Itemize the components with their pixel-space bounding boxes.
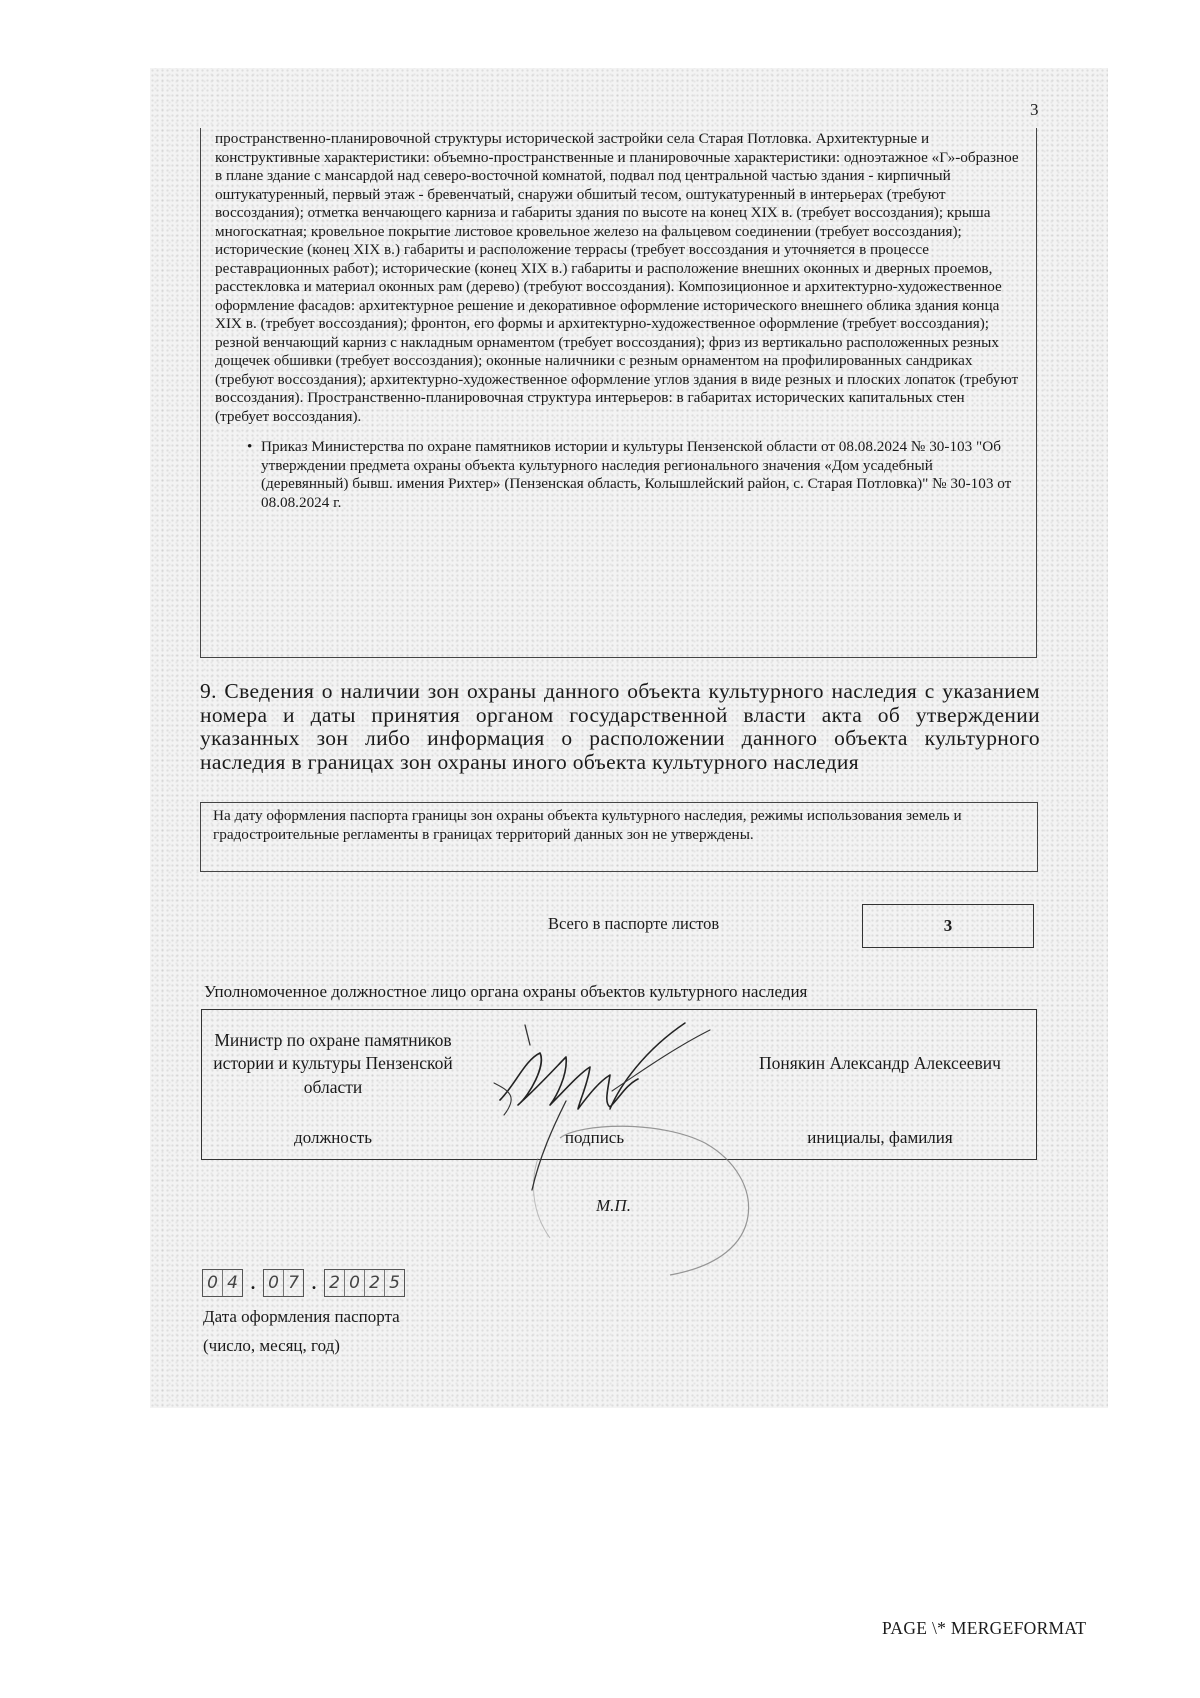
signature-icon	[470, 1005, 750, 1195]
date-digit: 0	[264, 1270, 284, 1296]
order-list	[215, 438, 1020, 512]
date-digit: 0	[345, 1270, 365, 1296]
issue-date	[202, 1268, 405, 1298]
date-digit: 2	[365, 1270, 385, 1296]
protection-subject-text: пространственно-планировочной структуры исторической застройки села Старая Потловка. Архитектурные и конструктивные характеристики: объемно-пространственные и планировочные характеристики: одноэтажное «Г»-образное в плане здание с мансардой над северо-восточной комнатой, подвал под центральной частью здания - кирпичный оштукатуренный, первый этаж - бревенчатый, снаружи обшитый тесом, оштукатуренный в интерьерах (требуют воссоздания); отметка венчающего карниза и габариты здания по высоте на конец XIX в. (требует воссоздания); крыша многоскатная; кровельное покрытие листовое кровельное железо на фальцевом соединении (требует воссоздания); исторические (конец XIX в.) габариты и расположение террасы (требует воссоздания и уточняется в процессе реставрационных работ); исторические (конец XIX в.) габариты и расположение внешних оконных и дверных проемов, расстекловка и материал оконных рам (дерево) (требуют воссоздания). Композиционное и архитектурно-художественное оформление фасадов: архитектурное решение и декоративное оформление исторического внешнего облика здания конца XIX в. (требует воссоздания); фронтон, его формы и архитектурно-художественное оформление (требует воссоздания); резной венчающий карниз с накладным орнаментом (требует воссоздания); фриз из вертикально расположенных резных дощечек обшивки (требует воссоздания); оконные наличники с резным орнаментом на профилированных сандриках (требуют воссоздания); архитектурно-художественное оформление углов здания в виде резных и плоских лопаток (требуют воссоздания). Пространственно-планировочная структура интерьеров: в габаритах исторических капитальных стен (требует воссоздания).	[215, 130, 1019, 425]
protection-subject-box	[200, 128, 1037, 658]
zones-info-box: На дату оформления паспорта границы зон охраны объекта культурного наследия, режимы использования земель и градостроительные регламенты в границах территорий данных зон не утверждены.	[200, 802, 1038, 872]
order-list-item: • Приказ Министерства по охране памятников истории и культуры Пензенской области от 08.08.2024 № 30-103 "Об утверждении предмета охраны объекта культурного наследия регионального значения «Дом усадебный (деревянный) бывш. имения Рихтер» (Пензенская область, Колышлейский район, с. Старая Потловка)" № 30-103 от 08.08.2024 г.	[261, 438, 1020, 512]
official-caption: Уполномоченное должностное лицо органа охраны объектов культурного наследия	[204, 982, 808, 1001]
date-digit: 5	[389, 1273, 400, 1293]
date-digit: 7	[288, 1273, 299, 1293]
date-format-hint: (число, месяц, год)	[203, 1336, 340, 1355]
date-digit: 2	[325, 1270, 345, 1296]
date-caption: Дата оформления паспорта	[203, 1307, 400, 1326]
date-digit: 4	[227, 1273, 238, 1293]
name-label: инициалы, фамилия	[807, 1128, 953, 1147]
sheets-count-label: Всего в паспорте листов	[548, 914, 720, 933]
footer-field-code: PAGE \* MERGEFORMAT	[882, 1618, 1087, 1638]
sheets-count-value: 3	[862, 904, 1034, 948]
position-label: должность	[294, 1128, 372, 1147]
date-day-box	[202, 1269, 243, 1297]
stamp-label: М.П.	[596, 1196, 631, 1215]
section-9-heading: 9. Сведения о наличии зон охраны данного объекта культурного наследия с указанием номера и даты принятия органом государственной власти акта об утверждении указанных зон либо информация о расположении данного объекта культурного наследия в границах зон охраны иного объекта культурного наследия	[200, 679, 1040, 774]
date-month-box	[263, 1269, 304, 1297]
date-separator: .	[311, 1272, 317, 1293]
official-name: Понякин Александр Алексеевич	[759, 1053, 1001, 1074]
signature-label: подпись	[564, 1128, 625, 1147]
date-year-box	[324, 1269, 405, 1297]
official-position: Министр по охране памятников истории и культуры Пензенской области	[213, 1029, 453, 1097]
date-digit: 0	[203, 1270, 223, 1296]
page-number: 3	[1030, 100, 1039, 119]
date-separator: .	[250, 1272, 256, 1293]
